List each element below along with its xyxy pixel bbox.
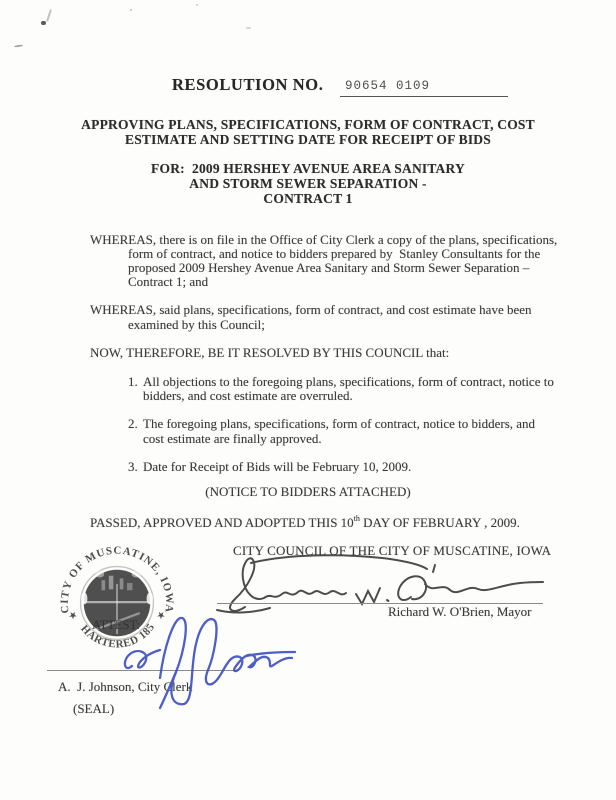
- list-item-line: All objections to the foregoing plans, specifications, form of contract, notice to: [143, 374, 554, 389]
- list-item-line: cost estimate are finally approved.: [143, 431, 322, 446]
- whereas-paragraph-line: WHEREAS, said plans, specifications, form of contract, and cost estimate have been: [90, 302, 532, 317]
- clerk-signature-ink: [120, 608, 300, 713]
- clerk-name-label: A. J. Johnson, City Clerk: [58, 679, 193, 694]
- whereas-paragraph-line: examined by this Council;: [128, 317, 265, 332]
- seal-top-text: CITY OF MUSCATINE, IOWA: [58, 544, 176, 614]
- seal-star-left: ★: [66, 608, 81, 624]
- seal-bottom-text: CHARTERED 1851: [51, 533, 158, 651]
- resolution-number: 90654 0109: [345, 79, 431, 93]
- whereas-paragraph-line: proposed 2009 Hershey Avenue Area Sanitary and Storm Sewer Separation –: [128, 260, 530, 275]
- subject-line: CONTRACT 1: [263, 191, 353, 206]
- scan-speck: [246, 27, 251, 29]
- scan-speck: [41, 21, 46, 25]
- notice-line: (NOTICE TO BIDDERS ATTACHED): [205, 484, 411, 499]
- whereas-paragraph-line: Contract 1; and: [128, 274, 209, 289]
- heading-line: ESTIMATE AND SETTING DATE FOR RECEIPT OF BIDS: [125, 132, 491, 147]
- mayor-name-label: Richard W. O'Brien, Mayor: [388, 604, 532, 619]
- scan-speck: [196, 4, 198, 6]
- ordinal-superscript: th: [353, 514, 360, 523]
- scan-speck: [130, 9, 132, 11]
- resolution-number-underline: [340, 96, 508, 97]
- list-item-line: bidders, and cost estimate are overruled.: [143, 388, 353, 403]
- list-item-line: The foregoing plans, specifications, form of contract, notice to bidders, and: [143, 416, 536, 431]
- whereas-paragraph-line: form of contract, and notice to bidders prepared by Stanley Consultants for the: [128, 246, 541, 261]
- resolution-title: RESOLUTION NO.: [172, 75, 324, 94]
- adoption-line: PASSED, APPROVED AND ADOPTED THIS 10th DAY OF FEBRUARY , 2009.: [90, 514, 520, 530]
- whereas-paragraph-line: WHEREAS, there is on file in the Office of City Clerk a copy of the plans, specifications,: [90, 232, 558, 247]
- subject-line: AND STORM SEWER SEPARATION -: [189, 176, 427, 191]
- scan-speck: [14, 44, 23, 47]
- list-item-number: 1.: [128, 374, 138, 389]
- resolved-clause: NOW, THEREFORE, BE IT RESOLVED BY THIS COUNCIL that:: [90, 345, 450, 360]
- attest-label: ATTEST:: [92, 618, 140, 632]
- seal-star-right: ★: [153, 608, 168, 623]
- heading-line: APPROVING PLANS, SPECIFICATIONS, FORM OF CONTRACT, COST: [81, 117, 535, 132]
- scan-speck: [46, 9, 52, 22]
- subject-line: FOR: 2009 HERSHEY AVENUE AREA SANITARY: [151, 161, 465, 176]
- seal-note: (SEAL): [73, 701, 115, 716]
- list-item-line: Date for Receipt of Bids will be February 10, 2009.: [143, 459, 412, 474]
- council-line: CITY COUNCIL OF THE CITY OF MUSCATINE, IOWA: [233, 543, 552, 558]
- list-item-number: 2.: [128, 416, 138, 431]
- list-item-number: 3.: [128, 459, 138, 474]
